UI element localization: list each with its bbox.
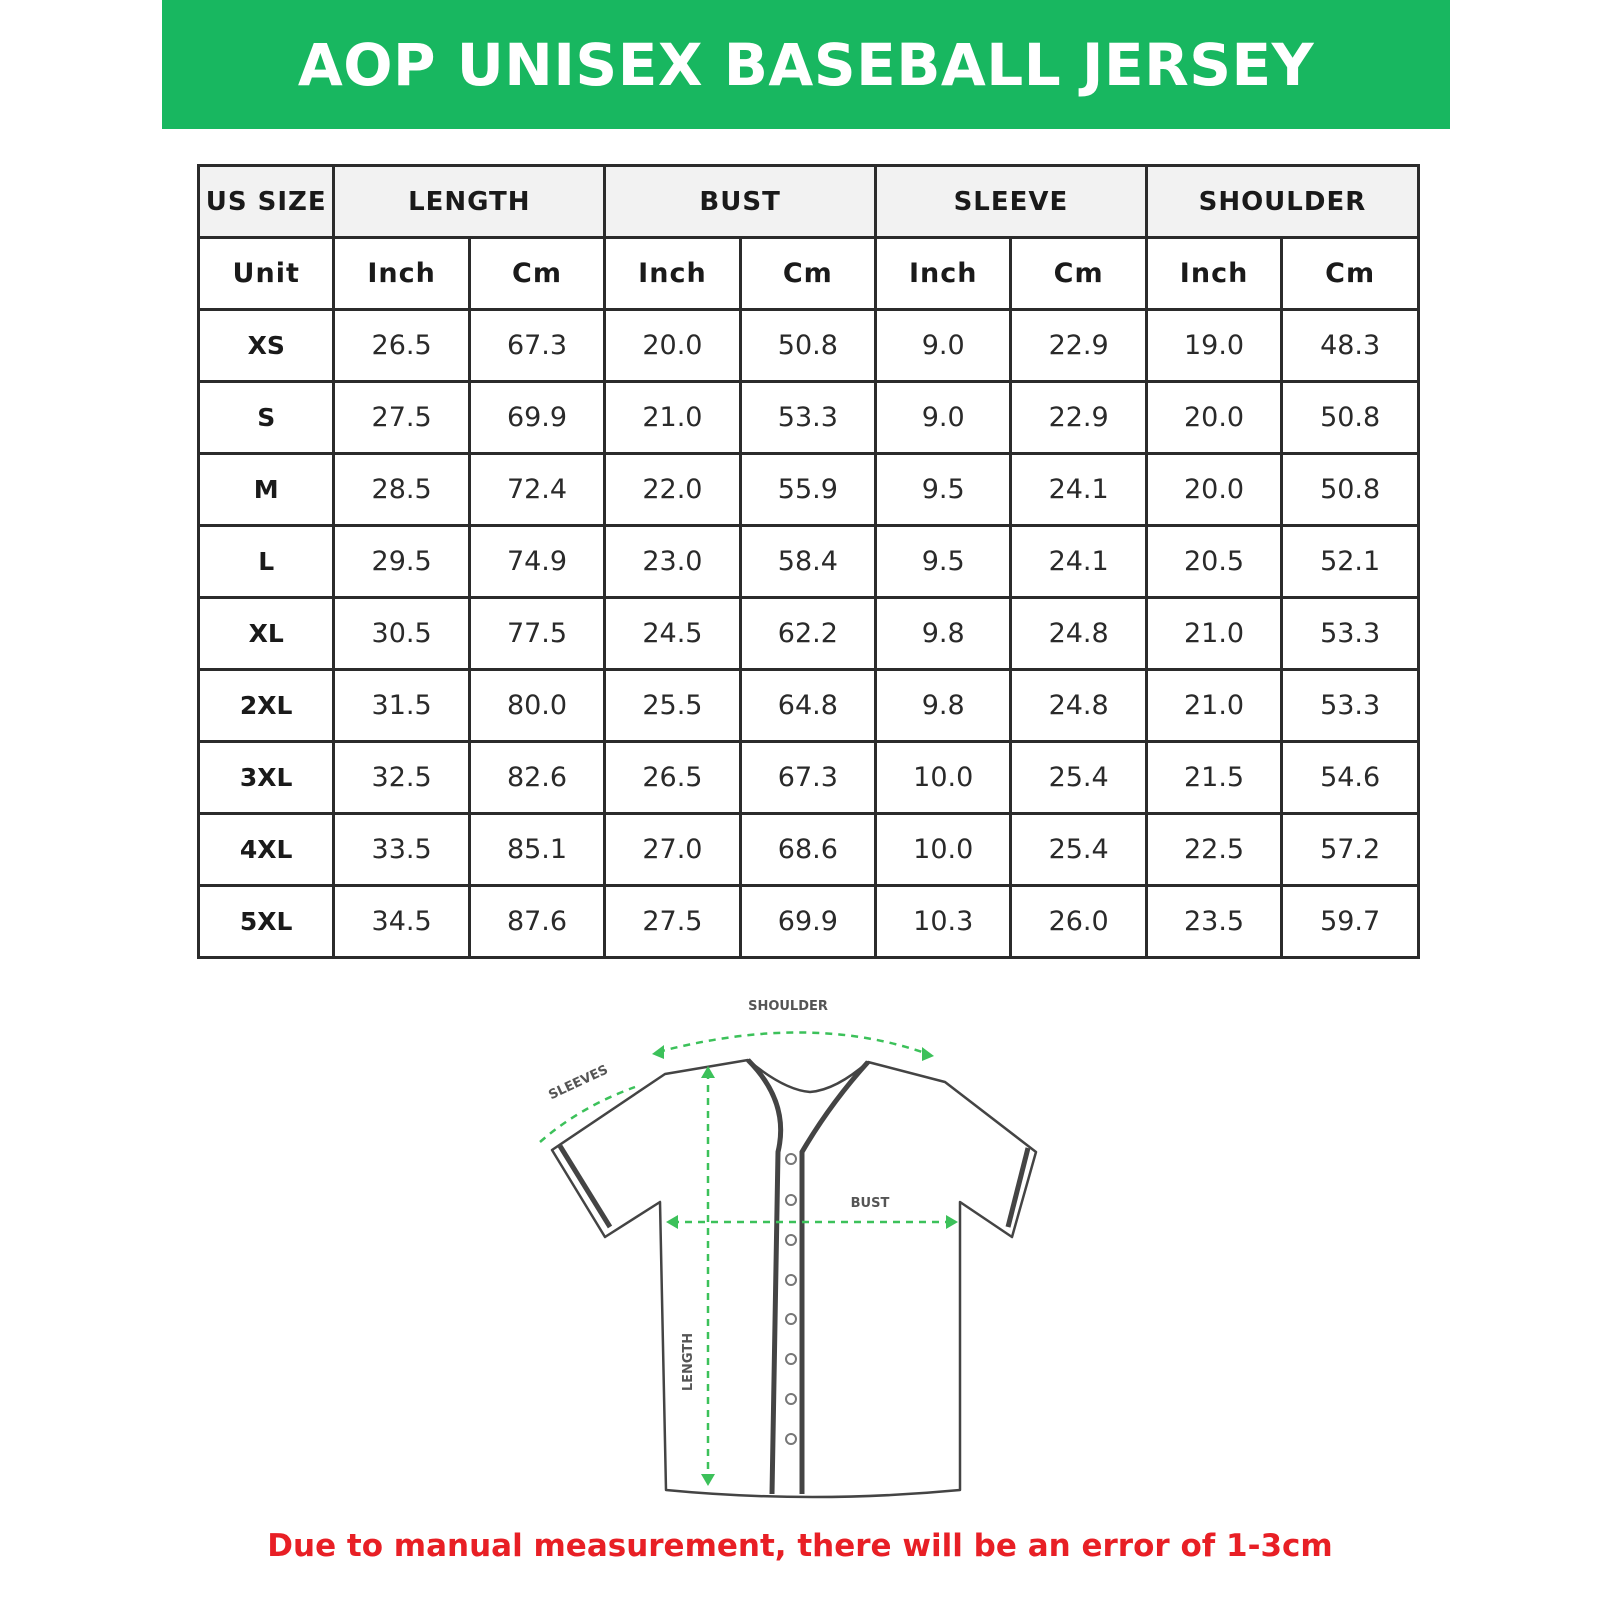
- measurement-cell: 23.0: [605, 526, 740, 598]
- measurement-cell: 54.6: [1282, 742, 1419, 814]
- size-label-cell: L: [199, 526, 334, 598]
- group-header-sleeve: SLEEVE: [876, 166, 1147, 238]
- measurement-cell: 87.6: [469, 886, 604, 958]
- measurement-cell: 9.5: [876, 526, 1011, 598]
- measurement-cell: 31.5: [334, 670, 469, 742]
- measurement-cell: 34.5: [334, 886, 469, 958]
- measurement-cell: 69.9: [740, 886, 875, 958]
- measurement-cell: 77.5: [469, 598, 604, 670]
- measurement-cell: 9.8: [876, 598, 1011, 670]
- measurement-cell: 21.0: [605, 382, 740, 454]
- measurement-cell: 20.0: [1146, 382, 1281, 454]
- size-label-cell: 2XL: [199, 670, 334, 742]
- size-header-cell: US SIZE: [199, 166, 334, 238]
- table-row: [199, 454, 1419, 526]
- measurement-cell: 24.8: [1011, 670, 1146, 742]
- measurement-cell: 53.3: [740, 382, 875, 454]
- measurement-cell: 26.5: [605, 742, 740, 814]
- measurement-cell: 72.4: [469, 454, 604, 526]
- measurement-cell: 10.3: [876, 886, 1011, 958]
- unit-label-cell: Unit: [199, 238, 334, 310]
- measurement-cell: 67.3: [469, 310, 604, 382]
- measurement-cell: 53.3: [1282, 598, 1419, 670]
- shoulder-measure-label: SHOULDER: [748, 999, 828, 1014]
- measurement-cell: 20.5: [1146, 526, 1281, 598]
- measurement-cell: 30.5: [334, 598, 469, 670]
- measurement-cell: 74.9: [469, 526, 604, 598]
- length-measure-label: LENGTH: [681, 1332, 696, 1392]
- measurement-cell: 25.5: [605, 670, 740, 742]
- measurement-cell: 21.0: [1146, 670, 1281, 742]
- title-banner: [162, 0, 1450, 129]
- measurement-cell: 69.9: [469, 382, 604, 454]
- measurement-cell: 55.9: [740, 454, 875, 526]
- table-row: [199, 670, 1419, 742]
- unit-cell: Cm: [1282, 238, 1419, 310]
- measurement-cell: 21.0: [1146, 598, 1281, 670]
- measurement-cell: 68.6: [740, 814, 875, 886]
- unit-cell: Inch: [605, 238, 740, 310]
- measurement-error-note: Due to manual measurement, there will be an error of 1-3cm: [267, 1528, 1333, 1564]
- size-label-cell: M: [199, 454, 334, 526]
- table-row: [199, 742, 1419, 814]
- unit-cell: Inch: [334, 238, 469, 310]
- table-row: [199, 382, 1419, 454]
- group-header-row: [199, 166, 1419, 238]
- measurement-cell: 20.0: [1146, 454, 1281, 526]
- measurement-cell: 48.3: [1282, 310, 1419, 382]
- measurement-cell: 62.2: [740, 598, 875, 670]
- measurement-cell: 25.4: [1011, 814, 1146, 886]
- measurement-cell: 19.0: [1146, 310, 1281, 382]
- table-row: [199, 598, 1419, 670]
- measurement-cell: 85.1: [469, 814, 604, 886]
- measurement-cell: 80.0: [469, 670, 604, 742]
- measurement-cell: 9.0: [876, 310, 1011, 382]
- measurement-cell: 50.8: [740, 310, 875, 382]
- measurement-cell: 25.4: [1011, 742, 1146, 814]
- measurement-cell: 67.3: [740, 742, 875, 814]
- table-row: [199, 310, 1419, 382]
- table-row: [199, 526, 1419, 598]
- measurement-cell: 59.7: [1282, 886, 1419, 958]
- measurement-cell: 27.0: [605, 814, 740, 886]
- measurement-cell: 50.8: [1282, 382, 1419, 454]
- size-label-cell: 3XL: [199, 742, 334, 814]
- group-header-bust: BUST: [605, 166, 876, 238]
- measurement-cell: 82.6: [469, 742, 604, 814]
- measurement-cell: 10.0: [876, 814, 1011, 886]
- measurement-cell: 24.1: [1011, 454, 1146, 526]
- measurement-cell: 28.5: [334, 454, 469, 526]
- size-label-cell: XS: [199, 310, 334, 382]
- measurement-cell: 22.9: [1011, 382, 1146, 454]
- measurement-cell: 24.1: [1011, 526, 1146, 598]
- unit-cell: Inch: [1146, 238, 1281, 310]
- table-row: [199, 814, 1419, 886]
- measurement-cell: 53.3: [1282, 670, 1419, 742]
- measurement-cell: 27.5: [605, 886, 740, 958]
- measurement-cell: 27.5: [334, 382, 469, 454]
- measurement-cell: 23.5: [1146, 886, 1281, 958]
- size-label-cell: 5XL: [199, 886, 334, 958]
- size-label-cell: 4XL: [199, 814, 334, 886]
- measurement-cell: 22.5: [1146, 814, 1281, 886]
- unit-cell: Cm: [740, 238, 875, 310]
- measurement-cell: 22.9: [1011, 310, 1146, 382]
- measurement-cell: 64.8: [740, 670, 875, 742]
- measurement-cell: 50.8: [1282, 454, 1419, 526]
- unit-cell: Inch: [876, 238, 1011, 310]
- measurement-cell: 24.5: [605, 598, 740, 670]
- unit-header-row: [199, 238, 1419, 310]
- size-label-cell: XL: [199, 598, 334, 670]
- group-header-length: LENGTH: [334, 166, 605, 238]
- sleeves-measure-label: SLEEVES: [546, 1062, 611, 1104]
- table-row: [199, 886, 1419, 958]
- group-header-shoulder: SHOULDER: [1146, 166, 1418, 238]
- measurement-cell: 10.0: [876, 742, 1011, 814]
- jersey-measurement-diagram: [540, 999, 1080, 1512]
- measurement-cell: 20.0: [605, 310, 740, 382]
- measurement-cell: 9.8: [876, 670, 1011, 742]
- size-table-body: [199, 310, 1419, 958]
- measurement-cell: 26.0: [1011, 886, 1146, 958]
- measurement-cell: 57.2: [1282, 814, 1419, 886]
- measurement-cell: 52.1: [1282, 526, 1419, 598]
- size-chart-table: [197, 164, 1420, 959]
- measurement-cell: 24.8: [1011, 598, 1146, 670]
- measurement-cell: 58.4: [740, 526, 875, 598]
- measurement-cell: 21.5: [1146, 742, 1281, 814]
- measurement-cell: 29.5: [334, 526, 469, 598]
- measurement-cell: 9.5: [876, 454, 1011, 526]
- measurement-cell: 22.0: [605, 454, 740, 526]
- page-title: AOP UNISEX BASEBALL JERSEY: [297, 30, 1315, 99]
- measurement-cell: 9.0: [876, 382, 1011, 454]
- unit-cell: Cm: [469, 238, 604, 310]
- measurement-cell: 33.5: [334, 814, 469, 886]
- unit-cell: Cm: [1011, 238, 1146, 310]
- measurement-cell: 26.5: [334, 310, 469, 382]
- measurement-cell: 32.5: [334, 742, 469, 814]
- size-label-cell: S: [199, 382, 334, 454]
- bust-measure-label: BUST: [850, 1196, 890, 1211]
